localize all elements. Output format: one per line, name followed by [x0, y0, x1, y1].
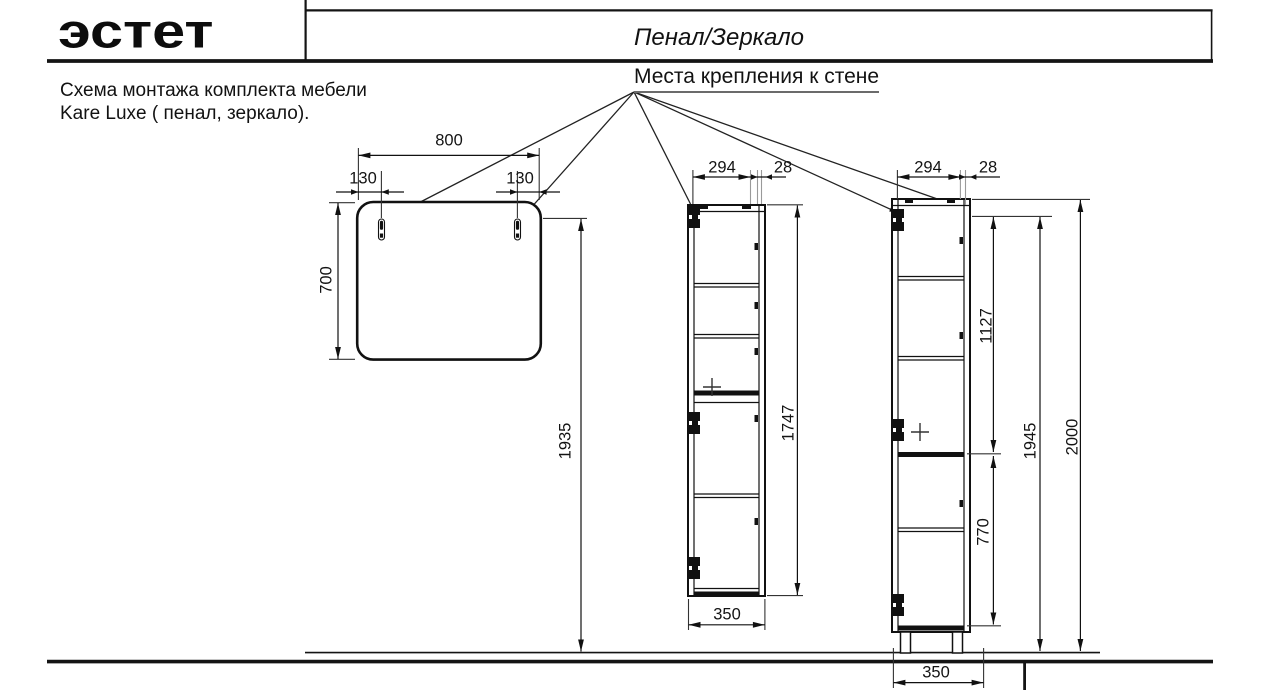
dim-cab-front-body-height: 1945 [1021, 422, 1040, 460]
mounting-note-line1: Схема монтажа комплекта мебели [60, 80, 367, 101]
dim-cab-front-lower-height: 770 [974, 518, 993, 546]
shelf-pin-icon [755, 302, 759, 309]
dim-cab-side-body-height: 1747 [779, 404, 798, 442]
cabinet-leg [953, 632, 963, 653]
dim-mirror-left-hole-offset: 130 [349, 169, 377, 188]
shelf-pin-icon [755, 518, 759, 525]
dim-cab-side-top-width: 294 [708, 158, 736, 177]
dim-cab-front-base-width: 350 [922, 663, 950, 682]
shelf-pin-icon [755, 348, 759, 355]
mirror-view [329, 148, 587, 652]
cabinet-front-view [892, 170, 1090, 688]
dim-cab-front-front-gap: 28 [978, 158, 998, 177]
wall-mount-callout-label: Места крепления к стене [634, 65, 879, 93]
dim-cab-side-front-gap: 28 [773, 158, 793, 177]
shelf-pin-icon [960, 500, 964, 507]
dim-mirror-right-hole-offset: 130 [506, 169, 534, 188]
dim-cab-front-upper-height: 1127 [977, 308, 996, 344]
mounting-note [60, 79, 420, 125]
brand-logo: эстет [58, 3, 214, 59]
dim-mirror-mount-height: 1935 [556, 422, 575, 460]
shelf-pin-icon [960, 332, 964, 339]
mounting-note-line2: Kare Luxe ( пенал, зеркало). [60, 103, 310, 124]
dim-mirror-width: 800 [435, 131, 463, 150]
cabinet-leg [901, 632, 911, 653]
dim-cab-front-top-width: 294 [914, 158, 942, 177]
dim-cab-front-total-height: 2000 [1063, 418, 1082, 456]
keyhole-icon [379, 219, 385, 240]
shelf-pin-icon [755, 415, 759, 422]
floor-lines [47, 653, 1213, 690]
shelf-pin-icon [755, 243, 759, 250]
cabinet-side-view [688, 170, 803, 630]
keyhole-icon [515, 219, 521, 240]
dim-mirror-height: 700 [317, 266, 336, 294]
shelf-pin-icon [960, 237, 964, 244]
dim-cab-side-depth: 350 [713, 605, 741, 624]
sheet-title: Пенал/Зеркало [634, 24, 804, 51]
